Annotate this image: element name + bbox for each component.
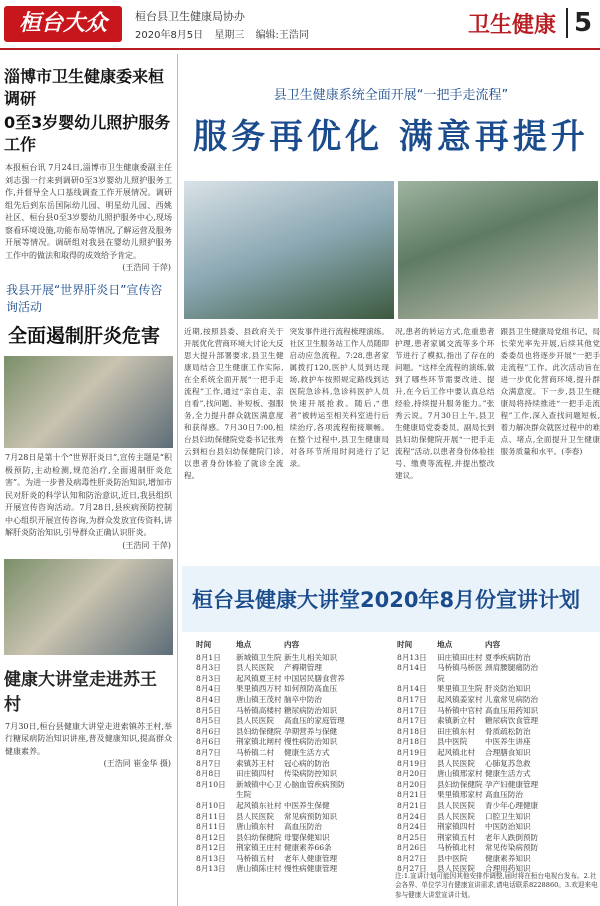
article3-byline: (王浩同 崔金华 摄)	[103, 759, 171, 768]
schedule-topic: 儿童常见病防治	[485, 694, 539, 704]
schedule-topic: 骨质疏松防治	[485, 726, 531, 736]
schedule-topic: 孕期营养与保健	[284, 726, 338, 736]
schedule-row	[397, 812, 598, 823]
schedule-date: 8月4日	[196, 694, 221, 704]
schedule-date: 8月21日	[397, 800, 427, 810]
schedule-topic: 慢性病健康管理	[284, 864, 338, 874]
schedule-date: 8月14日	[397, 663, 427, 673]
schedule-date: 8月7日	[196, 747, 221, 757]
issue-weekday: 星期三	[214, 30, 245, 41]
schedule-location: 县妇幼保健院	[236, 832, 282, 842]
article3-title: 健康大讲堂走进苏王村	[4, 669, 157, 715]
article1-body: 本报桓台讯 7月24日,淄博市卫生健康委副主任刘志强一行来到调研0至3岁婴幼儿照护服务工作,并督导全人口基线调查工作开展情况。调研组先后到东岳国际幼儿园、明星幼儿园、西姚社区、桓台县0至3岁婴幼儿照护服务中心,现场察看环境设施,功能布局等情况,了解运营及服务开展等情况。调研组对我县在婴幼儿照护服务工作中的做法和取得的成效给予肯定。	[5, 163, 172, 260]
schedule-topic: 肝炎防治知识	[485, 684, 531, 694]
schedule-date: 8月20日	[397, 779, 427, 789]
schedule-topic: 高血压用药知识	[485, 705, 539, 715]
schedule-date: 8月12日	[196, 843, 226, 853]
feature-title: 服务再优化 满意再提升	[193, 117, 589, 157]
schedule-topic: 老年人跌倒预防	[485, 832, 539, 842]
schedule-row	[196, 801, 397, 812]
schedule-date: 8月3日	[196, 673, 221, 683]
schedule-date: 8月11日	[196, 811, 226, 821]
feature-column: 跟县卫生健康局党组书记、局长荣光率先开展,后续其他党委委员也将逐步开展“一把手走流程”工作。此次活动旨在进一步优化营商环境,提升群众满意度。下一步,县卫生健康局将持续推进“一把手走流程”工作,深入查找问题短板,着力解决群众就医过程中的难点、堵点,全面提升卫生健康服务质量和水平。(李春)	[500, 327, 600, 456]
schedule-date: 8月10日	[196, 779, 226, 789]
schedule-header-cell: 地点	[236, 640, 252, 649]
schedule-topic: 合理用药知识	[485, 864, 531, 874]
schedule-location: 县人民医院	[236, 663, 274, 673]
schedule-row	[397, 727, 598, 738]
schedule-row	[397, 759, 598, 770]
schedule-location: 新城镇中心卫生院	[236, 779, 282, 800]
article3-photo	[4, 559, 173, 655]
schedule-location: 果里镇邢家村	[437, 790, 483, 800]
schedule-topic: 脑卒中防治	[284, 694, 322, 704]
schedule-row	[397, 833, 598, 844]
article2-byline: (王浩同 于萍)	[122, 540, 171, 550]
schedule-location: 唐山镇陈庄村	[236, 864, 282, 874]
schedule-topic: 夏季疾病防治	[485, 652, 531, 662]
article2-body: 7月28日是第十个“世界肝炎日”,宣传主题是“积极预防,主动检测,规范治疗,全面遏制肝炎危害”。为进一步普及病毒性肝炎防治知识,增加市民对肝炎的科学认知和防治意识,近日,我县组织开展宣传咨询活动。7月28日,县疾病预防控制中心组织开展宣传咨询,为群众发放宣传资料,讲解肝炎防治知识,引导群众正确认识肝炎。	[5, 453, 172, 537]
schedule-header	[196, 640, 397, 651]
schedule-row	[397, 843, 598, 854]
schedule-topic: 心脑血管疾病预防	[284, 779, 345, 789]
schedule-location: 唐山镇邢家村	[437, 769, 483, 779]
schedule-location: 起风镇姜家村	[437, 694, 483, 704]
schedule-row	[196, 843, 397, 854]
schedule-topic: 老年人健康管理	[284, 853, 338, 863]
schedule-location: 县人民医院	[437, 811, 475, 821]
schedule-location: 索镇苏王村	[236, 758, 274, 768]
schedule-date: 8月18日	[397, 737, 427, 747]
schedule-location: 起风镇北村	[437, 747, 475, 757]
schedule-row	[196, 748, 397, 759]
schedule-date: 8月5日	[196, 705, 221, 715]
schedule-date: 8月10日	[196, 800, 226, 810]
schedule-topic: 产褥期管理	[284, 663, 322, 673]
schedule-row	[196, 854, 397, 865]
schedule-row	[397, 663, 598, 684]
schedule-topic: 如何预防高血压	[284, 684, 338, 694]
schedule-topic: 常见传染病预防	[485, 843, 539, 853]
schedule-date: 8月24日	[397, 811, 427, 821]
schedule-date: 8月6日	[196, 737, 221, 747]
schedule-topic: 颈肩腰腿痛防治	[485, 663, 539, 673]
schedule-title: 桓台县健康大讲堂2020年8月份宣讲计划	[192, 588, 581, 612]
schedule-date: 8月5日	[196, 716, 221, 726]
schedule-location: 荆家镇王庄村	[236, 843, 282, 853]
article2-title: 全面遏制肝炎危害	[8, 325, 161, 347]
page-number: 5	[566, 8, 592, 38]
schedule-header-cell: 内容	[284, 640, 300, 649]
schedule-location: 县妇幼保健院	[236, 726, 282, 736]
feature-heading	[182, 84, 600, 158]
schedule-topic: 中医防治知识	[485, 822, 531, 832]
newspaper-logo: 桓台大众	[4, 6, 122, 42]
schedule-topic: 高血压的家庭管理	[284, 716, 345, 726]
left-column	[0, 54, 178, 906]
feature-column: 况,患者的转运方式,危重患者护理,患者家属交流等多个环节进行了模拟,指出了存在的问题。“这样全流程的演练,做到了哪些环节需要改进、提升,在今后工作中要认真总结经验,持续提升服务能力。”张秀云说。7月30日上午,县卫生健康局党委委员、副局长到县妇幼保健院开展“一把手走流程”活动,以患者身份体验挂号、缴费等流程,并提出整改建议。	[395, 327, 495, 480]
schedule-topic: 慢性病防治知识	[284, 737, 338, 747]
issue-date: 2020年8月5日	[135, 30, 204, 41]
schedule-topic: 母婴保健知识	[284, 832, 330, 842]
schedule-row	[397, 790, 598, 801]
schedule-location: 县人民医院	[437, 864, 475, 874]
schedule-location: 荆家镇五村	[437, 832, 475, 842]
feature-photo-outdoor	[398, 181, 598, 319]
schedule-date: 8月17日	[397, 705, 427, 715]
schedule-row	[196, 706, 397, 717]
schedule-date: 8月12日	[196, 832, 226, 842]
schedule-row	[196, 812, 397, 823]
schedule-location: 马桥镇五村	[236, 853, 274, 863]
schedule-row	[397, 801, 598, 812]
schedule-topic: 合理膳食知识	[485, 747, 531, 757]
schedule-block	[196, 640, 397, 875]
schedule-location: 荆家镇四村	[437, 822, 475, 832]
schedule-topic: 传染病防控知识	[284, 769, 338, 779]
schedule-topic: 中医养生讲座	[485, 737, 531, 747]
schedule-table	[196, 640, 598, 875]
schedule-date: 8月18日	[397, 726, 427, 736]
schedule-location: 田庄镇东村	[437, 726, 475, 736]
schedule-location: 唐山镇东村	[236, 822, 274, 832]
schedule-notes: 注:1.宣讲计划可能因其他安排作调整,届时将在桓台电视台发布。2.社会各界、单位学习有健康宣讲需求,请电话联系8228860。3.欢迎来电参与健康大讲堂宣讲计划。	[395, 872, 598, 899]
schedule-row	[196, 727, 397, 738]
schedule-date: 8月19日	[397, 747, 427, 757]
schedule-location: 县妇幼保健院	[437, 779, 483, 789]
schedule-topic: 口腔卫生知识	[485, 811, 531, 821]
schedule-row	[196, 716, 397, 727]
schedule-header-cell: 时间	[397, 640, 413, 649]
schedule-header-cell: 地点	[437, 640, 453, 649]
schedule-row	[397, 769, 598, 780]
schedule-location: 县中医院	[437, 737, 468, 747]
schedule-location: 荆家镇北闸村	[236, 737, 282, 747]
schedule-date: 8月1日	[196, 652, 221, 662]
schedule-topic: 常见病预防知识	[284, 811, 338, 821]
schedule-header-cell: 时间	[196, 640, 212, 649]
schedule-row	[196, 695, 397, 706]
schedule-row	[397, 706, 598, 717]
schedule-row	[196, 759, 397, 770]
schedule-row	[397, 748, 598, 759]
schedule-row	[397, 653, 598, 664]
schedule-row	[196, 864, 397, 875]
schedule-location: 马桥镇中官村	[437, 705, 483, 715]
section-title: 卫生健康	[468, 13, 557, 38]
schedule-topic: 中国居民膳食营养	[284, 673, 345, 683]
schedule-row	[196, 822, 397, 833]
schedule-row	[397, 854, 598, 865]
schedule-location: 索镇新立村	[437, 716, 475, 726]
masthead	[0, 0, 600, 50]
feature-subtitle: 县卫生健康系统全面开展“一把手走流程”	[273, 88, 509, 103]
feature-column: 近期,按照县委、县政府关于开展优化营商环境大讨论大反思大提升部署要求,县卫生健康局结合卫生健康工作实际,在全系统全面开展“一把手走流程”工作,通过“亲自走、亲自看”,找问题、补短板、强服务,全力提升群众就医满意度和获得感。7月30日7:00,桓台县妇幼保健院党委书记张秀云到桓台县妇幼保健院门诊,以患者身份体验了就诊全流程。	[184, 327, 284, 480]
schedule-topic: 健康素养知识	[485, 853, 531, 863]
schedule-topic: 中医养生保健	[284, 800, 330, 810]
schedule-location: 县人民医院	[236, 716, 274, 726]
schedule-location: 新城镇卫生院	[236, 652, 282, 662]
editor: 编辑:王浩同	[255, 30, 309, 41]
schedule-date: 8月17日	[397, 694, 427, 704]
schedule-location: 田庄镇四村	[236, 769, 274, 779]
schedule-location: 马桥镇高楼村	[236, 705, 282, 715]
article3-body: 7月30日,桓台县健康大讲堂走进索镇苏王村,举行糖尿病防治知识讲座,普及健康知识,提高群众健康素养。	[5, 721, 172, 756]
schedule-date: 8月3日	[196, 663, 221, 673]
schedule-block	[397, 640, 598, 875]
schedule-location: 起风镇夏王村	[236, 673, 282, 683]
schedule-topic: 心肺复苏急救	[485, 758, 531, 768]
schedule-date: 8月24日	[397, 822, 427, 832]
schedule-row	[196, 663, 397, 674]
schedule-location: 果里镇西万村	[236, 684, 282, 694]
schedule-topic: 冠心病的防治	[284, 758, 330, 768]
schedule-row	[196, 769, 397, 780]
schedule-date: 8月8日	[196, 769, 221, 779]
schedule-topic: 新生儿相关知识	[284, 652, 338, 662]
schedule-location: 马桥镇马桥医院	[437, 663, 483, 683]
schedule-location: 县人民医院	[236, 811, 274, 821]
schedule-location: 马桥镇北村	[437, 843, 475, 853]
schedule-date: 8月19日	[397, 758, 427, 768]
article1-title-line2: 0至3岁婴幼儿照护服务工作	[4, 113, 171, 154]
schedule-topic: 糖尿病饮食管理	[485, 716, 539, 726]
schedule-date: 8月25日	[397, 832, 427, 842]
schedule-row	[397, 684, 598, 695]
schedule-topic: 青少年心理健康	[485, 800, 539, 810]
schedule-topic: 高血压防治	[284, 822, 322, 832]
schedule-location: 起风镇东社村	[236, 800, 282, 810]
schedule-row	[397, 780, 598, 791]
feature-column: 突发事件进行流程梳理演练。社区卫生服务站工作人员随即启动应急流程。7:28,患者家属拨打120,医护人员到达现场,救护车按照规定路线到达医院急诊科,急诊科医护人员快速开展抢救。随后,“患者”被转运至相关科室进行后续治疗,各项流程衔接顺畅。在整个过程中,县卫生健康局对各环节所用时间进行了记录。	[289, 327, 389, 468]
schedule-header-cell: 内容	[485, 640, 501, 649]
schedule-date: 8月13日	[196, 853, 226, 863]
schedule-date: 8月4日	[196, 684, 221, 694]
schedule-date: 8月17日	[397, 716, 427, 726]
article2-photo	[4, 356, 173, 448]
schedule-date: 8月7日	[196, 758, 221, 768]
schedule-date: 8月21日	[397, 790, 427, 800]
feature-body	[184, 326, 600, 560]
schedule-location: 唐山镇王茂村	[236, 694, 282, 704]
schedule-location: 马桥镇二村	[236, 747, 274, 757]
schedule-location: 果里镇卫生院	[437, 684, 483, 694]
schedule-date: 8月14日	[397, 684, 427, 694]
article2-subtitle: 我县开展“世界肝炎日”宣传咨询活动	[6, 283, 163, 314]
schedule-date: 8月27日	[397, 864, 427, 874]
schedule-row	[196, 674, 397, 685]
schedule-location: 县人民医院	[437, 800, 475, 810]
schedule-location: 田庄镇田庄村	[437, 652, 483, 662]
schedule-location: 县人民医院	[437, 758, 475, 768]
schedule-date: 8月6日	[196, 726, 221, 736]
schedule-date: 8月27日	[397, 853, 427, 863]
schedule-row	[196, 780, 397, 801]
article1-title-line1: 淄博市卫生健康委来桓调研	[4, 67, 165, 108]
co-organizer: 桓台县卫生健康局协办	[135, 10, 245, 23]
schedule-date: 8月26日	[397, 843, 427, 853]
schedule-date: 8月20日	[397, 769, 427, 779]
schedule-date: 8月11日	[196, 822, 226, 832]
schedule-date: 8月13日	[397, 652, 427, 662]
schedule-row	[397, 695, 598, 706]
schedule-topic: 健康生活方式	[485, 769, 531, 779]
schedule-row	[397, 737, 598, 748]
schedule-header	[397, 640, 598, 651]
feature-photo-hospital	[184, 181, 394, 319]
schedule-location: 县中医院	[437, 853, 468, 863]
schedule-row	[397, 716, 598, 727]
dateline	[135, 26, 317, 41]
schedule-topic: 孕产妇健康管理	[485, 779, 539, 789]
schedule-row	[196, 653, 397, 664]
schedule-topic: 糖尿病防治知识	[284, 705, 338, 715]
schedule-topic: 健康素养66条	[284, 843, 332, 853]
schedule-date: 8月13日	[196, 864, 226, 874]
article1-byline: (王浩同 于萍)	[122, 263, 171, 272]
schedule-row	[196, 684, 397, 695]
schedule-row	[196, 833, 397, 844]
schedule-row	[397, 822, 598, 833]
schedule-topic: 高血压防治	[485, 790, 523, 800]
schedule-topic: 健康生活方式	[284, 747, 330, 757]
schedule-row	[196, 737, 397, 748]
